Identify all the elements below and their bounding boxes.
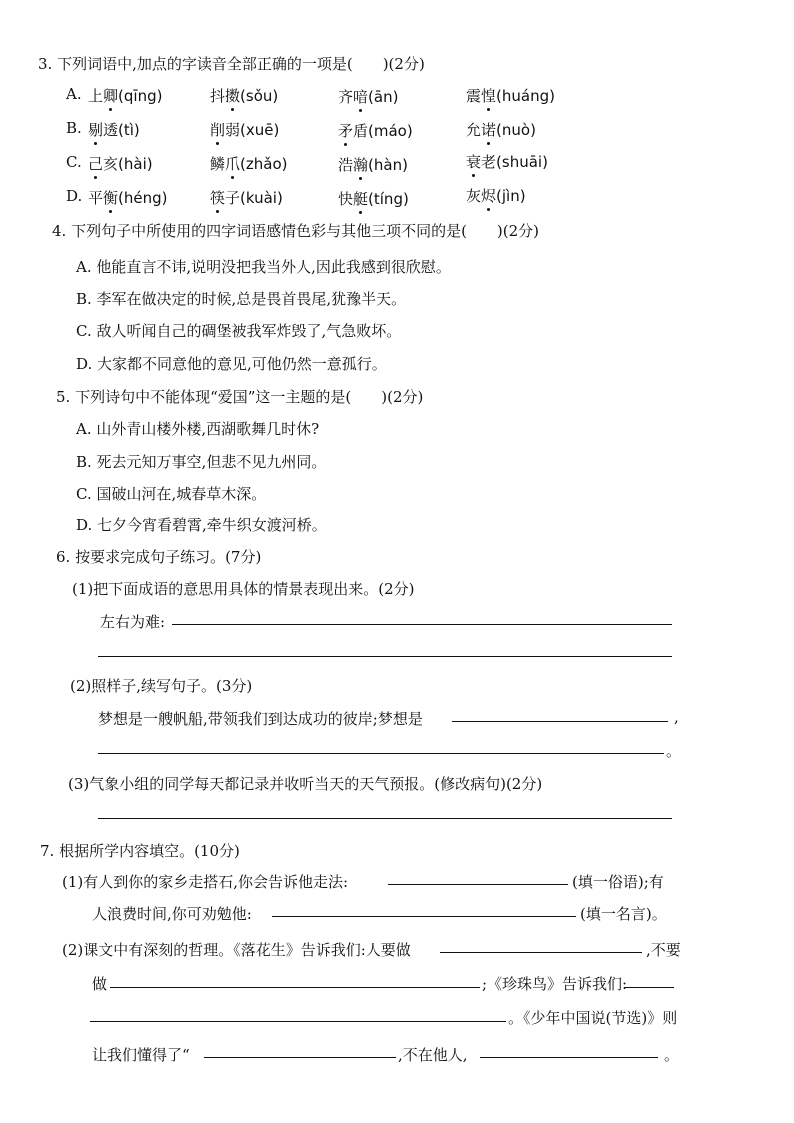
q3-word: 衰老(shuāi) — [466, 153, 548, 171]
q7-line4-b: ;《珍珠鸟》告诉我们: — [482, 975, 628, 993]
q5-stem: 5. 下列诗句中不能体现“爱国”这一主题的是( )(2分) — [56, 388, 424, 406]
q4-option-b: B. 李军在做决定的时候,总是畏首畏尾,犹豫半天。 — [76, 290, 407, 308]
q7-line6-c: 。 — [664, 1046, 680, 1064]
q3-word: 浩瀚(hàn) — [338, 156, 408, 174]
q3-word: 震惶(huáng) — [466, 87, 555, 105]
answer-line[interactable] — [98, 656, 672, 657]
q3-word: 筷子(kuài) — [210, 189, 283, 207]
q3-row-a — [66, 85, 82, 103]
q4-stem: 4. 下列句子中所使用的四字词语感情色彩与其他三项不同的是( )(2分) — [52, 222, 540, 240]
q3-row-b — [66, 119, 82, 137]
q5-option-c: C. 国破山河在,城春草木深。 — [76, 485, 267, 503]
q3-row-c — [66, 153, 82, 171]
option-letter: A. — [66, 85, 82, 103]
q6-part2: (2)照样子,续写句子。(3分) — [70, 677, 253, 695]
option-letter: B. — [66, 119, 82, 137]
q4-option-a: A. 他能直言不讳,说明没把我当外人,因此我感到很欣慰。 — [76, 258, 451, 276]
q6-part2-end: 。 — [666, 742, 682, 760]
q7-line4-a: 做 — [92, 975, 108, 993]
q4-option-d: D. 大家都不同意他的意见,可他仍然一意孤行。 — [76, 355, 387, 373]
answer-line[interactable] — [480, 1057, 658, 1058]
answer-line[interactable] — [98, 818, 672, 819]
q6-part1: (1)把下面成语的意思用具体的情景表现出来。(2分) — [72, 580, 415, 598]
q3-word: 上卿(qīng) — [88, 87, 163, 105]
q3-word: 灰烬(jìn) — [466, 187, 526, 205]
q6-stem: 6. 按要求完成句子练习。(7分) — [56, 548, 262, 566]
answer-line[interactable] — [110, 987, 480, 988]
q3-word: 快艇(tíng) — [338, 190, 409, 208]
q6-part2-comma: , — [674, 708, 679, 726]
q7-stem: 7. 根据所学内容填空。(10分) — [40, 842, 240, 860]
q4-option-c: C. 敌人听闻自己的碉堡被我军炸毁了,气急败坏。 — [76, 322, 402, 340]
q3-word: 抖擞(sǒu) — [210, 87, 279, 105]
q3-word: 齐喑(ān) — [338, 88, 399, 106]
q5-option-d: D. 七夕今宵看碧霄,牵牛织女渡河桥。 — [76, 516, 327, 534]
q7-line2-b: (填一名言)。 — [580, 905, 667, 923]
answer-line[interactable] — [172, 624, 672, 625]
q3-word: 己亥(hài) — [88, 155, 153, 173]
q3-word: 矛盾(máo) — [338, 122, 413, 140]
answer-line[interactable] — [98, 753, 664, 754]
q3-word: 削弱(xuē) — [210, 121, 280, 139]
q7-line1-a: (1)有人到你的家乡走搭石,你会告诉他走法: — [62, 873, 349, 891]
q5-option-a: A. 山外青山楼外楼,西湖歌舞几时休? — [76, 420, 320, 438]
q3-word: 剔透(tì) — [88, 121, 140, 139]
answer-line[interactable] — [440, 952, 642, 953]
answer-line[interactable] — [204, 1057, 396, 1058]
q5-option-b: B. 死去元知万事空,但悲不见九州同。 — [76, 453, 327, 471]
answer-line[interactable] — [90, 1021, 506, 1022]
q7-line2-a: 人浪费时间,你可劝勉他: — [92, 905, 252, 923]
answer-line[interactable] — [272, 916, 576, 917]
answer-line[interactable] — [452, 721, 668, 722]
q7-line6-b: ,不在他人, — [398, 1046, 468, 1064]
q3-word: 平衡(héng) — [88, 189, 168, 207]
option-letter: D. — [66, 187, 83, 205]
q7-line5-b: 。《少年中国说(节选)》则 — [508, 1009, 678, 1027]
option-letter: C. — [66, 153, 82, 171]
answer-line[interactable] — [624, 987, 674, 988]
answer-line[interactable] — [388, 884, 568, 885]
q3-word: 允诺(nuò) — [466, 121, 536, 139]
q6-part3: (3)气象小组的同学每天都记录并收听当天的天气预报。(修改病句)(2分) — [68, 775, 543, 793]
q7-line3-a: (2)课文中有深刻的哲理。《落花生》告诉我们:人要做 — [62, 941, 411, 959]
q3-word: 鳞爪(zhǎo) — [210, 155, 288, 173]
q6-part1-label: 左右为难: — [100, 613, 166, 631]
q3-row-d — [66, 187, 82, 205]
q6-part2-text: 梦想是一艘帆船,带领我们到达成功的彼岸;梦想是 — [98, 710, 423, 728]
q7-line1-b: (填一俗语);有 — [572, 873, 664, 891]
q3-stem: 3. 下列词语中,加点的字读音全部正确的一项是( )(2分) — [38, 55, 425, 73]
q7-line6-a: 让我们懂得了“ — [92, 1046, 190, 1064]
q7-line3-b: ,不要 — [646, 941, 681, 959]
